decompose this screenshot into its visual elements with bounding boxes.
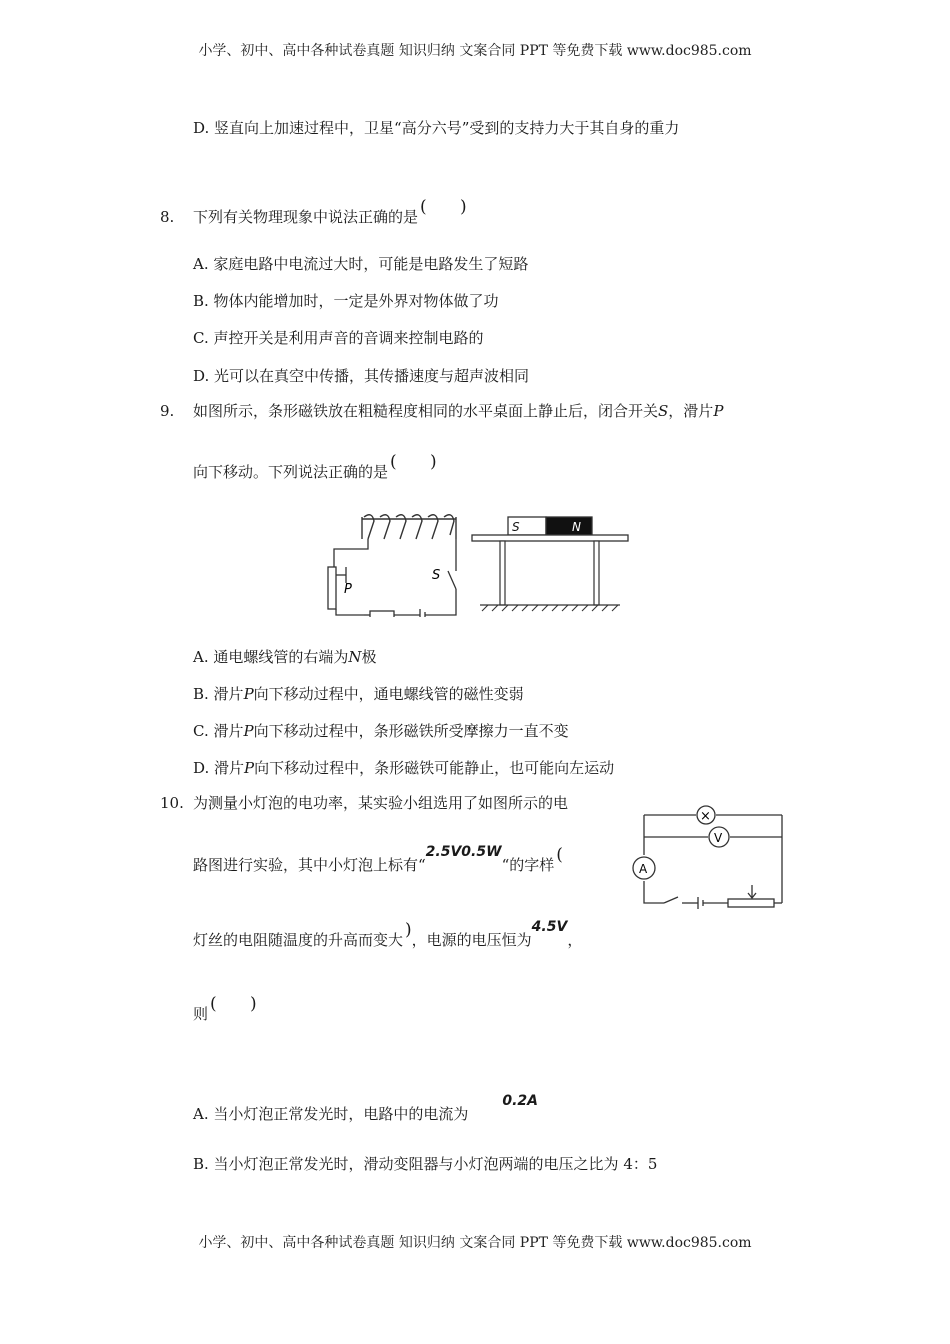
switch-blade (448, 571, 456, 589)
q10-stem3-a: 灯丝的电阻随温度的升高而变大 (193, 931, 404, 949)
q10-rheostat (728, 899, 774, 907)
q10-stem3-c: ， (567, 931, 583, 949)
rheostat (328, 567, 336, 609)
ammeter-label: A (639, 862, 648, 876)
q8-option-b: B. 物体内能增加时，一定是外界对物体做了功 (193, 292, 499, 310)
table-leg-right (594, 541, 599, 605)
page-header: 小学、初中、高中各种试卷真题 知识归纳 文案合同 PPT 等免费下载 www.doc985.com (198, 43, 752, 59)
q9-optC-b: 向下移动过程中，条形磁铁所受摩擦力一直不变 (253, 722, 569, 740)
q8-option-a: A. 家庭电路中电流过大时，可能是电路发生了短路 (193, 255, 529, 273)
q8-option-c: C. 声控开关是利用声音的音调来控制电路的 (193, 329, 484, 347)
q7-option-d: D. 竖直向上加速过程中，卫星“高分六号”受到的支持力大于其自身的重力 (193, 119, 680, 137)
q10-stem-line2 (193, 844, 563, 876)
page-footer: 小学、初中、高中各种试卷真题 知识归纳 文案合同 PPT 等免费下载 www.doc985.com (198, 1235, 752, 1251)
q9-optB-var: P (243, 685, 254, 703)
q10-stem-line3 (193, 919, 583, 951)
q9-optC-a: C. 滑片 (193, 722, 244, 740)
q9-optA-b: 极 (361, 648, 377, 666)
q9-optA-var: N (348, 648, 362, 666)
switch-label: S (432, 568, 441, 583)
q10-switch-blade (664, 897, 678, 903)
q9-number: 9. (160, 402, 175, 420)
q10-circuit-figure (628, 795, 788, 915)
table-leg-left (500, 541, 505, 605)
q10-option-a (193, 1093, 539, 1125)
solenoid-coil (362, 515, 456, 539)
resistor-element (370, 611, 394, 617)
q10-stem4: 则 (193, 1005, 209, 1023)
q9-optB-a: B. 滑片 (193, 685, 244, 703)
q10-option-b: B. 当小灯泡正常发光时，滑动变阻器与小灯泡两端的电压之比为 4：5 (193, 1155, 658, 1173)
q8-option-d: D. 光可以在真空中传播，其传播速度与超声波相同 (193, 367, 530, 385)
q9-stem2: 向下移动。下列说法正确的是 (193, 463, 389, 481)
q8-answer-paren: ( ) (420, 197, 481, 217)
q10-stem-line1: 为测量小灯泡的电功率，某实验小组选用了如图所示的电 (193, 794, 569, 812)
q9-circuit-figure (320, 505, 630, 617)
q10-stem2-a: 路图进行实验，其中小灯泡上标有“ (193, 856, 426, 874)
ground-hatching (482, 605, 618, 611)
q8-number: 8. (160, 208, 175, 226)
q10-paren-close: ) (405, 920, 412, 940)
q8-stem (193, 197, 481, 227)
q9-option-d (193, 758, 614, 778)
q10-paren-open: ( (556, 845, 563, 865)
voltmeter-label: V (714, 831, 723, 845)
magnet-n-label: N (572, 520, 581, 534)
q9-optD-a: D. 滑片 (193, 759, 245, 777)
table-and-magnet (472, 517, 628, 611)
q10-answer-paren: ( ) (210, 994, 271, 1014)
slider-label: P (344, 582, 352, 597)
q9-optC-var: P (243, 722, 254, 740)
q10-stem2-b: “的字样 (501, 856, 555, 874)
q9-optA-a: A. 通电螺线管的右端为 (193, 648, 349, 666)
tabletop (472, 535, 628, 541)
q8-stem-text: 下列有关物理现象中说法正确的是 (193, 208, 419, 226)
q10-voltage: 4.5V (531, 919, 568, 935)
q10-stem-line4 (193, 994, 271, 1024)
q9-stem1-b: ，滑片 (668, 402, 714, 420)
q10-optA-text: A. 当小灯泡正常发光时，电路中的电流为 (193, 1105, 469, 1123)
q10-optA-value: 0.2A (502, 1093, 539, 1109)
q9-option-a (193, 647, 377, 667)
q9-optB-b: 向下移动过程中，通电螺线管的磁性变弱 (253, 685, 524, 703)
q9-stem1-a: 如图所示，条形磁铁放在粗糙程度相同的水平桌面上静止后，闭合开关 (193, 402, 659, 420)
q9-stem-line1 (193, 401, 723, 421)
lamp-symbol: × (700, 809, 711, 824)
q9-optD-var: P (244, 759, 255, 777)
magnet-s-label: S (512, 520, 520, 534)
magnet-north (546, 517, 592, 535)
q9-var-s: S (658, 402, 669, 420)
q9-option-b (193, 684, 524, 704)
q10-rating: 2.5V0.5W (425, 844, 502, 860)
q9-stem-line2 (193, 452, 451, 482)
q9-option-c (193, 721, 569, 741)
q9-optD-b: 向下移动过程中，条形磁铁可能静止，也可能向左运动 (254, 759, 615, 777)
q9-answer-paren: ( ) (390, 452, 451, 472)
q10-number: 10. (160, 794, 184, 812)
q10-stem3-b: ，电源的电压恒为 (411, 931, 532, 949)
q9-var-p: P (713, 402, 724, 420)
